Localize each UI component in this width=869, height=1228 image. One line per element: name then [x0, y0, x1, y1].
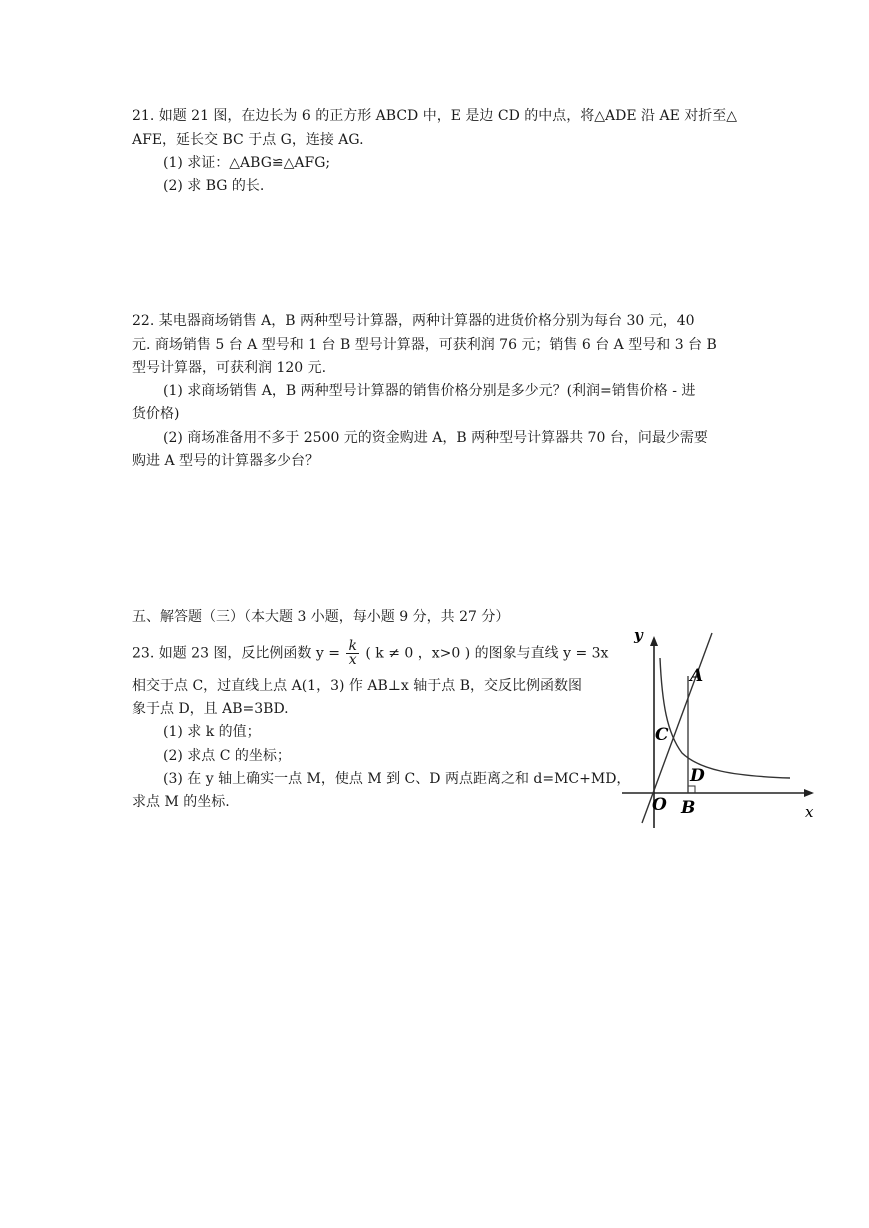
- y-axis-arrow-icon: [650, 636, 658, 646]
- q23-line2: 相交于点 C，过直线上点 A(1，3) 作 AB⊥x 轴于点 B，交反比例函数图: [132, 678, 583, 694]
- q23-line3: 象于点 D，且 AB=3BD.: [132, 701, 289, 717]
- label-o: O: [652, 795, 667, 815]
- label-d: D: [690, 766, 705, 786]
- q23-part3-line1: (3) 在 y 轴上确实一点 M，使点 M 到 C、D 两点距离之和 d=MC+MD，: [163, 771, 631, 787]
- q23-line1-prefix: 23. 如题 23 图，反比例函数 y =: [132, 645, 340, 662]
- q23-part3-line2: 求点 M 的坐标.: [132, 794, 230, 810]
- q23-figure: [612, 618, 827, 833]
- q22-part2-line1: (2) 商场准备用不多于 2500 元的资金购进 A，B 两种型号计算器共 70 台，问最少需要: [163, 430, 708, 446]
- q23-line1-suffix: ( k ≠ 0 ，x>0 ) 的图象与直线 y = 3x: [365, 645, 609, 662]
- q22-part1-line2: 货价格): [132, 406, 180, 422]
- q23-part1: (1) 求 k 的值；: [163, 724, 261, 740]
- x-axis-arrow-icon: [804, 789, 814, 797]
- section-heading: 五、解答题（三）（本大题 3 小题，每小题 9 分，共 27 分）: [132, 609, 510, 625]
- right-angle-mark: [688, 786, 695, 793]
- q21-line2: AFE，延长交 BC 于点 G，连接 AG.: [132, 132, 364, 148]
- q22-line2: 元. 商场销售 5 台 A 型号和 1 台 B 型号计算器，可获利润 76 元；销售 6 台 A 型号和 3 台 B: [132, 337, 717, 353]
- fraction-denominator: x: [348, 652, 357, 668]
- q21-part1: (1) 求证：△ABG≌△AFG;: [163, 155, 331, 171]
- label-c: C: [655, 725, 669, 745]
- q22-part1-line1: (1) 求商场销售 A，B 两种型号计算器的销售价格分别是多少元？(利润=销售价格 - 进: [163, 383, 696, 399]
- fraction-numerator: k: [348, 638, 357, 654]
- q23-part2: (2) 求点 C 的坐标；: [163, 748, 291, 764]
- label-y: y: [634, 626, 643, 644]
- label-x: x: [805, 803, 814, 821]
- q22-line1: 22. 某电器商场销售 A，B 两种型号计算器，两种计算器的进货价格分别为每台 30 元，40: [132, 313, 695, 329]
- q22-line3: 型号计算器，可获利润 120 元.: [132, 360, 327, 376]
- q21-line1: 21. 如题 21 图，在边长为 6 的正方形 ABCD 中，E 是边 CD 的中点，将△ADE 沿 AE 对折至△: [132, 108, 738, 124]
- fraction-k-over-x: [346, 640, 358, 667]
- q23-line1: [132, 640, 608, 667]
- label-a: A: [690, 666, 704, 686]
- label-b: B: [681, 798, 696, 818]
- q21-part2: (2) 求 BG 的长.: [163, 178, 265, 194]
- q22-part2-line2: 购进 A 型号的计算器多少台？: [132, 453, 320, 469]
- hyperbola-curve: [660, 658, 790, 778]
